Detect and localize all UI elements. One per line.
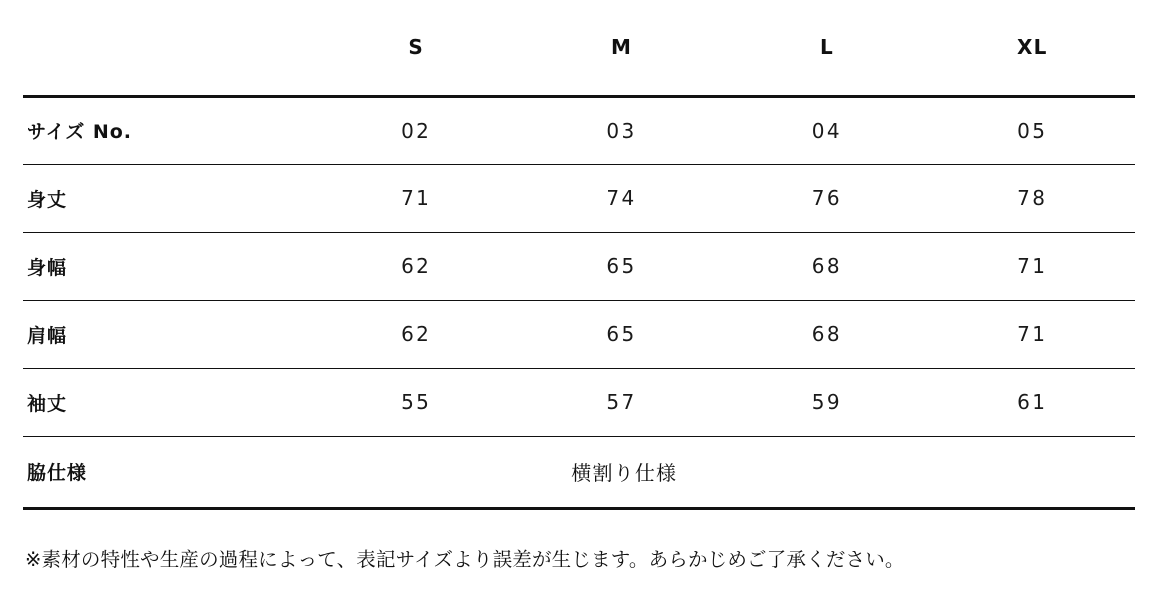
row-label-size-no: サイズ No.	[23, 96, 314, 164]
size-header-m: M	[519, 0, 724, 96]
cell-side-spec-value: 横割り仕様	[314, 436, 1135, 508]
label-column-header	[23, 0, 314, 96]
cell-sleeve-length-s: 55	[314, 368, 519, 436]
cell-size-no-xl: 05	[930, 96, 1135, 164]
cell-body-length-m: 74	[519, 164, 724, 232]
table-row-spec	[23, 436, 1135, 508]
disclaimer-note: ※素材の特性や生産の過程によって、表記サイズより誤差が生じます。あらかじめご了承ください。	[25, 547, 905, 571]
row-label-body-width: 身幅	[23, 232, 314, 300]
cell-shoulder-width-xl: 71	[930, 300, 1135, 368]
size-header-l: L	[724, 0, 929, 96]
cell-body-width-xl: 71	[930, 232, 1135, 300]
cell-body-width-m: 65	[519, 232, 724, 300]
cell-shoulder-width-m: 65	[519, 300, 724, 368]
row-label-sleeve-length: 袖丈	[23, 368, 314, 436]
cell-shoulder-width-l: 68	[724, 300, 929, 368]
cell-body-width-l: 68	[724, 232, 929, 300]
cell-body-width-s: 62	[314, 232, 519, 300]
cell-sleeve-length-l: 59	[724, 368, 929, 436]
row-label-body-length: 身丈	[23, 164, 314, 232]
table-row	[23, 164, 1135, 232]
table-row	[23, 96, 1135, 164]
table-row	[23, 232, 1135, 300]
cell-body-length-xl: 78	[930, 164, 1135, 232]
cell-sleeve-length-xl: 61	[930, 368, 1135, 436]
cell-size-no-l: 04	[724, 96, 929, 164]
table-row	[23, 368, 1135, 436]
cell-body-length-l: 76	[724, 164, 929, 232]
table-header-row	[23, 0, 1135, 96]
cell-size-no-m: 03	[519, 96, 724, 164]
row-label-side-spec: 脇仕様	[23, 436, 314, 508]
cell-sleeve-length-m: 57	[519, 368, 724, 436]
row-label-shoulder-width: 肩幅	[23, 300, 314, 368]
size-header-s: S	[314, 0, 519, 96]
cell-body-length-s: 71	[314, 164, 519, 232]
size-table	[23, 0, 1135, 510]
cell-shoulder-width-s: 62	[314, 300, 519, 368]
cell-size-no-s: 02	[314, 96, 519, 164]
size-header-xl: XL	[930, 0, 1135, 96]
table-row	[23, 300, 1135, 368]
